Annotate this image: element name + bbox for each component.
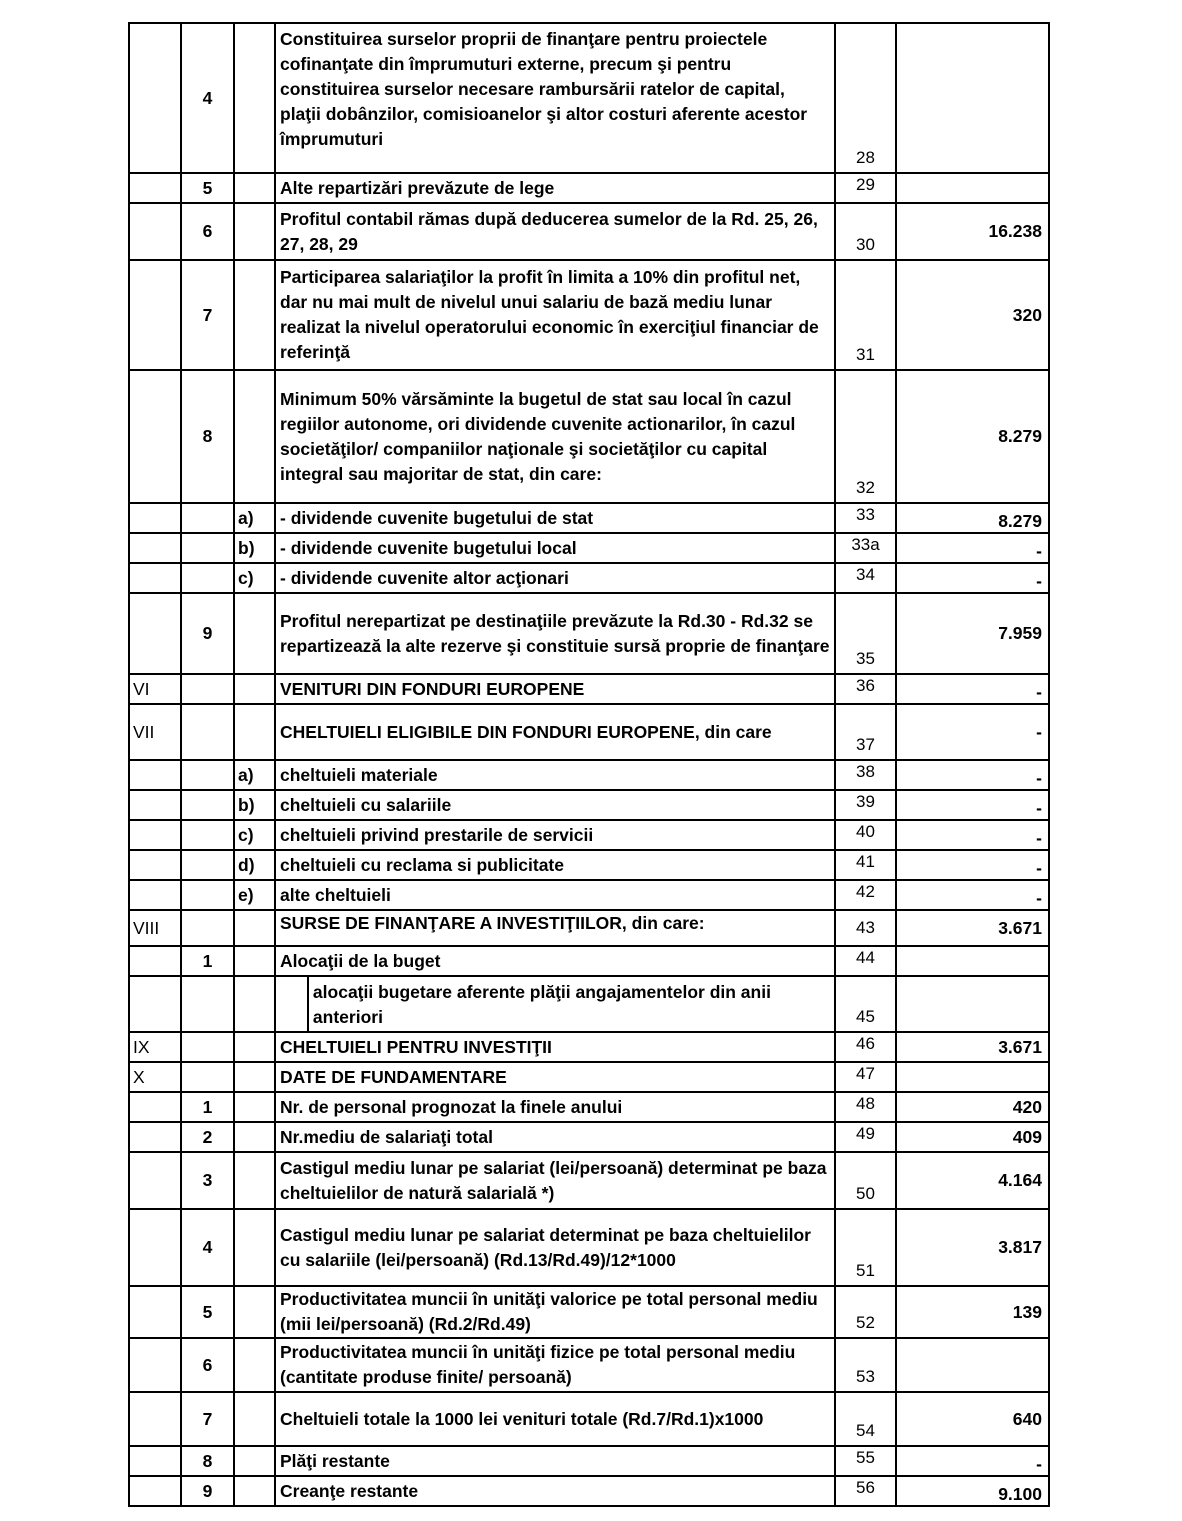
nested-description-text: alocaţii bugetare aferente plăţii angajamentelor din anii anteriori xyxy=(312,982,771,1027)
section-cell xyxy=(129,260,181,370)
value-cell: - xyxy=(896,790,1049,820)
row-number-cell: 28 xyxy=(835,23,896,173)
value-cell: 9.100 xyxy=(896,1476,1049,1506)
value-cell: 640 xyxy=(896,1392,1049,1446)
item-number-cell: 1 xyxy=(181,946,234,976)
description-cell: cheltuieli privind prestarile de servicii xyxy=(275,820,835,850)
item-number-cell: 4 xyxy=(181,1209,234,1286)
description-cell: SURSE DE FINANŢARE A INVESTIŢIILOR, din care: xyxy=(275,910,835,946)
value-cell: 7.959 xyxy=(896,593,1049,674)
table-row xyxy=(129,1476,1049,1506)
subitem-cell: a) xyxy=(234,760,275,790)
row-number-cell: 42 xyxy=(835,880,896,910)
item-number-cell: 9 xyxy=(181,1476,234,1506)
item-number-cell xyxy=(181,503,234,533)
section-cell xyxy=(129,820,181,850)
section-cell: X xyxy=(129,1062,181,1092)
section-cell xyxy=(129,370,181,503)
description-cell: Profitul contabil rămas după deducerea sumelor de la Rd. 25, 26, 27, 28, 29 xyxy=(275,203,835,260)
description-cell: Productivitatea muncii în unităţi fizice pe total personal mediu (cantitate produse finite/ persoană) xyxy=(275,1338,835,1392)
table-row xyxy=(129,503,1049,533)
subitem-cell xyxy=(234,1286,275,1338)
value-cell: - xyxy=(896,850,1049,880)
value-cell xyxy=(896,946,1049,976)
item-number-cell xyxy=(181,820,234,850)
section-cell: VI xyxy=(129,674,181,704)
description-cell: - dividende cuvenite bugetului de stat xyxy=(275,503,835,533)
row-number-cell: 55 xyxy=(835,1446,896,1476)
section-cell xyxy=(129,976,181,1032)
subitem-cell xyxy=(234,1092,275,1122)
item-number-cell: 8 xyxy=(181,1446,234,1476)
description-cell: Nr. de personal prognozat la finele anului xyxy=(275,1092,835,1122)
table-body xyxy=(129,23,1049,1506)
subitem-cell: c) xyxy=(234,820,275,850)
value-cell: 420 xyxy=(896,1092,1049,1122)
table-row xyxy=(129,880,1049,910)
description-cell: CHELTUIELI ELIGIBILE DIN FONDURI EUROPENE, din care xyxy=(275,704,835,760)
subitem-cell: e) xyxy=(234,880,275,910)
row-number-cell: 31 xyxy=(835,260,896,370)
row-number-cell: 39 xyxy=(835,790,896,820)
description-cell: Cheltuieli totale la 1000 lei venituri totale (Rd.7/Rd.1)x1000 xyxy=(275,1392,835,1446)
item-number-cell: 6 xyxy=(181,203,234,260)
item-number-cell: 3 xyxy=(181,1152,234,1209)
row-number-cell: 40 xyxy=(835,820,896,850)
subitem-cell xyxy=(234,203,275,260)
table-row xyxy=(129,1122,1049,1152)
value-cell xyxy=(896,976,1049,1032)
description-cell: alte cheltuieli xyxy=(275,880,835,910)
value-cell: 3.671 xyxy=(896,910,1049,946)
item-number-cell xyxy=(181,790,234,820)
section-cell: VIII xyxy=(129,910,181,946)
section-cell xyxy=(129,503,181,533)
table-row xyxy=(129,674,1049,704)
value-cell xyxy=(896,173,1049,203)
table-row xyxy=(129,1092,1049,1122)
item-number-cell xyxy=(181,760,234,790)
description-cell: - dividende cuvenite altor acţionari xyxy=(275,563,835,593)
table-row xyxy=(129,790,1049,820)
item-number-cell: 5 xyxy=(181,173,234,203)
table-row xyxy=(129,1032,1049,1062)
row-number-cell: 41 xyxy=(835,850,896,880)
value-cell xyxy=(896,1338,1049,1392)
description-cell: Productivitatea muncii în unităţi valorice pe total personal mediu (mii lei/persoană) (Rd.2/Rd.49) xyxy=(275,1286,835,1338)
budget-table xyxy=(128,22,1050,1507)
value-cell: 8.279 xyxy=(896,370,1049,503)
table-row xyxy=(129,1338,1049,1392)
table-row xyxy=(129,173,1049,203)
subitem-cell xyxy=(234,1032,275,1062)
table-row xyxy=(129,820,1049,850)
row-number-cell: 37 xyxy=(835,704,896,760)
value-cell: - xyxy=(896,704,1049,760)
subitem-cell: a) xyxy=(234,503,275,533)
table-row xyxy=(129,1392,1049,1446)
section-cell xyxy=(129,1392,181,1446)
section-cell xyxy=(129,880,181,910)
value-cell: - xyxy=(896,533,1049,563)
value-cell xyxy=(896,23,1049,173)
nested-indent-column xyxy=(275,977,309,1031)
item-number-cell: 5 xyxy=(181,1286,234,1338)
table-row xyxy=(129,203,1049,260)
item-number-cell xyxy=(181,533,234,563)
item-number-cell xyxy=(181,850,234,880)
section-cell xyxy=(129,760,181,790)
value-cell: 4.164 xyxy=(896,1152,1049,1209)
item-number-cell xyxy=(181,976,234,1032)
description-cell: Creanţe restante xyxy=(275,1476,835,1506)
subitem-cell xyxy=(234,1152,275,1209)
table-row xyxy=(129,370,1049,503)
description-cell: cheltuieli cu salariile xyxy=(275,790,835,820)
table-row xyxy=(129,1286,1049,1338)
subitem-cell xyxy=(234,704,275,760)
subitem-cell xyxy=(234,370,275,503)
row-number-cell: 48 xyxy=(835,1092,896,1122)
value-cell xyxy=(896,1062,1049,1092)
table-row xyxy=(129,1152,1049,1209)
row-number-cell: 34 xyxy=(835,563,896,593)
row-number-cell: 45 xyxy=(835,976,896,1032)
value-cell: 16.238 xyxy=(896,203,1049,260)
row-number-cell: 44 xyxy=(835,946,896,976)
value-cell: 409 xyxy=(896,1122,1049,1152)
value-cell: 8.279 xyxy=(896,503,1049,533)
value-cell: - xyxy=(896,820,1049,850)
value-cell: 139 xyxy=(896,1286,1049,1338)
row-number-cell: 53 xyxy=(835,1338,896,1392)
row-number-cell: 43 xyxy=(835,910,896,946)
table-row xyxy=(129,1446,1049,1476)
item-number-cell xyxy=(181,880,234,910)
item-number-cell xyxy=(181,563,234,593)
item-number-cell xyxy=(181,1032,234,1062)
nested-description xyxy=(276,978,834,1030)
row-number-cell: 33a xyxy=(835,533,896,563)
description-cell: Alte repartizări prevăzute de lege xyxy=(275,173,835,203)
section-cell xyxy=(129,946,181,976)
subitem-cell xyxy=(234,1338,275,1392)
item-number-cell: 8 xyxy=(181,370,234,503)
table-row xyxy=(129,593,1049,674)
description-cell: Constituirea surselor proprii de finanţare pentru proiectele cofinanţate din împrumuturi externe, precum şi pentru constituirea surselor necesare rambursării ratelor de capital, plaţii dobânzilor, comisioanelor şi altor costuri aferente acestor împrumuturi xyxy=(275,23,835,173)
item-number-cell xyxy=(181,1062,234,1092)
row-number-cell: 30 xyxy=(835,203,896,260)
description-cell: Profitul nerepartizat pe destinaţiile prevăzute la Rd.30 - Rd.32 se repartizează la alte rezerve şi constituie sursă proprie de finanţare xyxy=(275,593,835,674)
row-number-cell: 49 xyxy=(835,1122,896,1152)
row-number-cell: 56 xyxy=(835,1476,896,1506)
item-number-cell xyxy=(181,910,234,946)
section-cell xyxy=(129,1286,181,1338)
item-number-cell: 7 xyxy=(181,260,234,370)
section-cell xyxy=(129,23,181,173)
description-cell: Nr.mediu de salariaţi total xyxy=(275,1122,835,1152)
subitem-cell xyxy=(234,910,275,946)
subitem-cell: b) xyxy=(234,533,275,563)
subitem-cell xyxy=(234,1392,275,1446)
description-cell: Minimum 50% vărsăminte la bugetul de stat sau local în cazul regiilor autonome, ori dividende cuvenite actionarilor, în cazul societăţilor/ companiilor naţionale şi societăţilor cu capital integral sau majoritar de stat, din care: xyxy=(275,370,835,503)
row-number-cell: 29 xyxy=(835,173,896,203)
subitem-cell: b) xyxy=(234,790,275,820)
section-cell xyxy=(129,790,181,820)
subitem-cell xyxy=(234,946,275,976)
row-number-cell: 46 xyxy=(835,1032,896,1062)
section-cell: IX xyxy=(129,1032,181,1062)
item-number-cell xyxy=(181,674,234,704)
subitem-cell xyxy=(234,1209,275,1286)
subitem-cell: c) xyxy=(234,563,275,593)
description-cell: DATE DE FUNDAMENTARE xyxy=(275,1062,835,1092)
subitem-cell xyxy=(234,674,275,704)
subitem-cell xyxy=(234,1476,275,1506)
subitem-cell: d) xyxy=(234,850,275,880)
section-cell xyxy=(129,1209,181,1286)
section-cell xyxy=(129,1092,181,1122)
table-row xyxy=(129,1062,1049,1092)
subitem-cell xyxy=(234,23,275,173)
description-cell: Alocaţii de la buget xyxy=(275,946,835,976)
section-cell xyxy=(129,1446,181,1476)
value-cell: 3.817 xyxy=(896,1209,1049,1286)
section-cell xyxy=(129,563,181,593)
value-cell: - xyxy=(896,674,1049,704)
table-row xyxy=(129,563,1049,593)
description-cell: VENITURI DIN FONDURI EUROPENE xyxy=(275,674,835,704)
table-row xyxy=(129,704,1049,760)
subitem-cell xyxy=(234,1062,275,1092)
value-cell: - xyxy=(896,563,1049,593)
value-cell: - xyxy=(896,760,1049,790)
value-cell: 3.671 xyxy=(896,1032,1049,1062)
description-cell: cheltuieli cu reclama si publicitate xyxy=(275,850,835,880)
subitem-cell xyxy=(234,1446,275,1476)
table-row xyxy=(129,23,1049,173)
description-cell: Castigul mediu lunar pe salariat determinat pe baza cheltuielilor cu salariile (lei/persoană) (Rd.13/Rd.49)/12*1000 xyxy=(275,1209,835,1286)
row-number-cell: 38 xyxy=(835,760,896,790)
section-cell xyxy=(129,173,181,203)
row-number-cell: 51 xyxy=(835,1209,896,1286)
section-cell xyxy=(129,1122,181,1152)
section-cell: VII xyxy=(129,704,181,760)
section-cell xyxy=(129,1476,181,1506)
section-cell xyxy=(129,593,181,674)
row-number-cell: 54 xyxy=(835,1392,896,1446)
item-number-cell: 1 xyxy=(181,1092,234,1122)
value-cell: 320 xyxy=(896,260,1049,370)
row-number-cell: 50 xyxy=(835,1152,896,1209)
description-cell xyxy=(275,976,835,1032)
row-number-cell: 36 xyxy=(835,674,896,704)
item-number-cell: 9 xyxy=(181,593,234,674)
item-number-cell: 4 xyxy=(181,23,234,173)
subitem-cell xyxy=(234,976,275,1032)
table-row xyxy=(129,850,1049,880)
row-number-cell: 35 xyxy=(835,593,896,674)
row-number-cell: 32 xyxy=(835,370,896,503)
section-cell xyxy=(129,533,181,563)
section-cell xyxy=(129,1152,181,1209)
table-row xyxy=(129,260,1049,370)
description-cell: Castigul mediu lunar pe salariat (lei/persoană) determinat pe baza cheltuielilor de natură salarială *) xyxy=(275,1152,835,1209)
description-cell: CHELTUIELI PENTRU INVESTIŢII xyxy=(275,1032,835,1062)
section-cell xyxy=(129,850,181,880)
subitem-cell xyxy=(234,1122,275,1152)
subitem-cell xyxy=(234,173,275,203)
value-cell: - xyxy=(896,1446,1049,1476)
description-cell: Participarea salariaţilor la profit în limita a 10% din profitul net, dar nu mai mult de nivelul unui salariu de bază mediu lunar realizat la nivelul operatorului economic în exerciţiul financiar de referinţă xyxy=(275,260,835,370)
item-number-cell: 2 xyxy=(181,1122,234,1152)
subitem-cell xyxy=(234,260,275,370)
row-number-cell: 33 xyxy=(835,503,896,533)
row-number-cell: 47 xyxy=(835,1062,896,1092)
row-number-cell: 52 xyxy=(835,1286,896,1338)
subitem-cell xyxy=(234,593,275,674)
item-number-cell: 6 xyxy=(181,1338,234,1392)
table-row xyxy=(129,1209,1049,1286)
description-cell: Plăţi restante xyxy=(275,1446,835,1476)
table-row xyxy=(129,910,1049,946)
section-cell xyxy=(129,203,181,260)
value-cell: - xyxy=(896,880,1049,910)
section-cell xyxy=(129,1338,181,1392)
table-row xyxy=(129,533,1049,563)
description-cell: - dividende cuvenite bugetului local xyxy=(275,533,835,563)
table-row xyxy=(129,976,1049,1032)
description-cell: cheltuieli materiale xyxy=(275,760,835,790)
item-number-cell xyxy=(181,704,234,760)
table-row xyxy=(129,760,1049,790)
table-row xyxy=(129,946,1049,976)
item-number-cell: 7 xyxy=(181,1392,234,1446)
